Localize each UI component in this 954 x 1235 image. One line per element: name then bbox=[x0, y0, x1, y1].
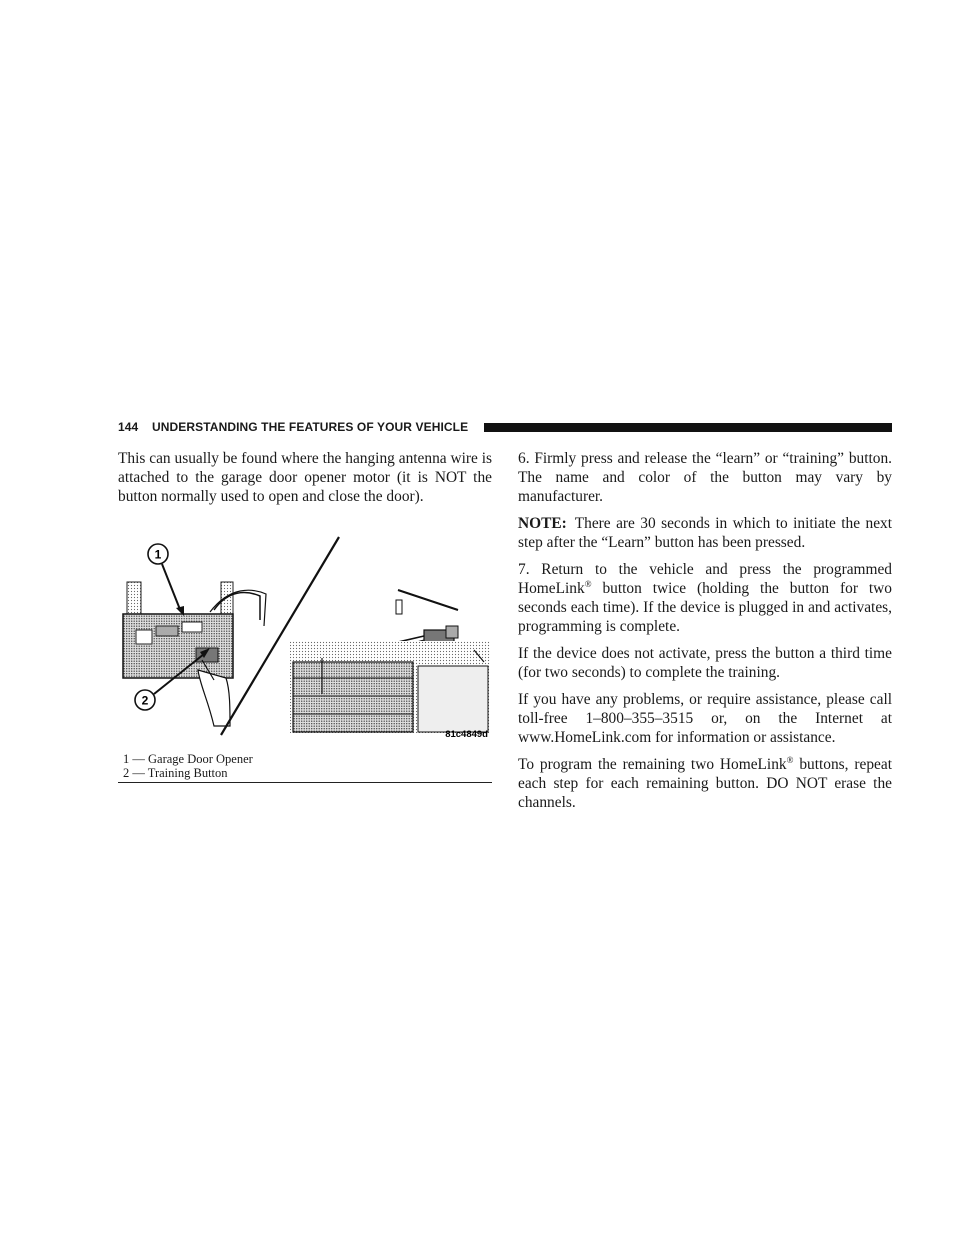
registered-mark: ® bbox=[584, 578, 592, 589]
garage-opener-illustration bbox=[118, 530, 492, 752]
header-rule bbox=[484, 423, 892, 432]
step-7-text-start: 7. Return to the vehicle and press the programmed HomeLink bbox=[518, 561, 892, 597]
image-code: 81c4849d bbox=[445, 729, 488, 740]
remaining-text-start: To program the remaining two HomeLink bbox=[518, 756, 787, 773]
caption-2: 2 — Training Button bbox=[123, 766, 228, 780]
page-number: 144 bbox=[118, 420, 139, 434]
remaining-text-end: buttons, repeat each step for each remaining button. DO NOT erase the channels. bbox=[518, 756, 892, 811]
step-6-paragraph: 6. Firmly press and release the “learn” or “training” button. The name and color of the button may vary by manufacturer. bbox=[518, 450, 892, 505]
registered-mark: ® bbox=[786, 754, 794, 765]
remaining-buttons-paragraph bbox=[518, 755, 892, 812]
left-column bbox=[118, 449, 492, 514]
running-header bbox=[118, 419, 892, 435]
no-activate-paragraph: If the device does not activate, press the button a third time (for two seconds) to complete the training. bbox=[518, 645, 892, 681]
note-paragraph bbox=[518, 514, 892, 552]
garage-opener-figure bbox=[118, 530, 492, 752]
step-7-text-end: button twice (holding the button for two seconds each time). If the device is plugged in and activates, programming is complete. bbox=[518, 580, 892, 635]
right-column bbox=[518, 449, 892, 820]
callout-1-label: 1 bbox=[154, 547, 162, 562]
callout-2-label: 2 bbox=[141, 693, 149, 708]
intro-paragraph: This can usually be found where the hanging antenna wire is attached to the garage door opener motor (it is NOT the button normally used to open and close the door). bbox=[118, 450, 492, 505]
figure-bottom-rule bbox=[118, 782, 492, 783]
note-text: There are 30 seconds in which to initiate the next step after the “Learn” button has been pressed. bbox=[518, 515, 892, 551]
caption-1: 1 — Garage Door Opener bbox=[123, 752, 253, 766]
callout-1 bbox=[148, 544, 184, 616]
assistance-paragraph: If you have any problems, or require assistance, please call toll-free 1–800–355–3515 or, on the Internet at www.HomeLink.com for information or assistance. bbox=[518, 691, 892, 746]
section-title: UNDERSTANDING THE FEATURES OF YOUR VEHICLE bbox=[152, 420, 469, 434]
garage-interior bbox=[290, 590, 490, 733]
step-7-paragraph bbox=[518, 560, 892, 636]
note-label: NOTE: bbox=[518, 515, 567, 532]
figure-captions bbox=[123, 752, 492, 780]
